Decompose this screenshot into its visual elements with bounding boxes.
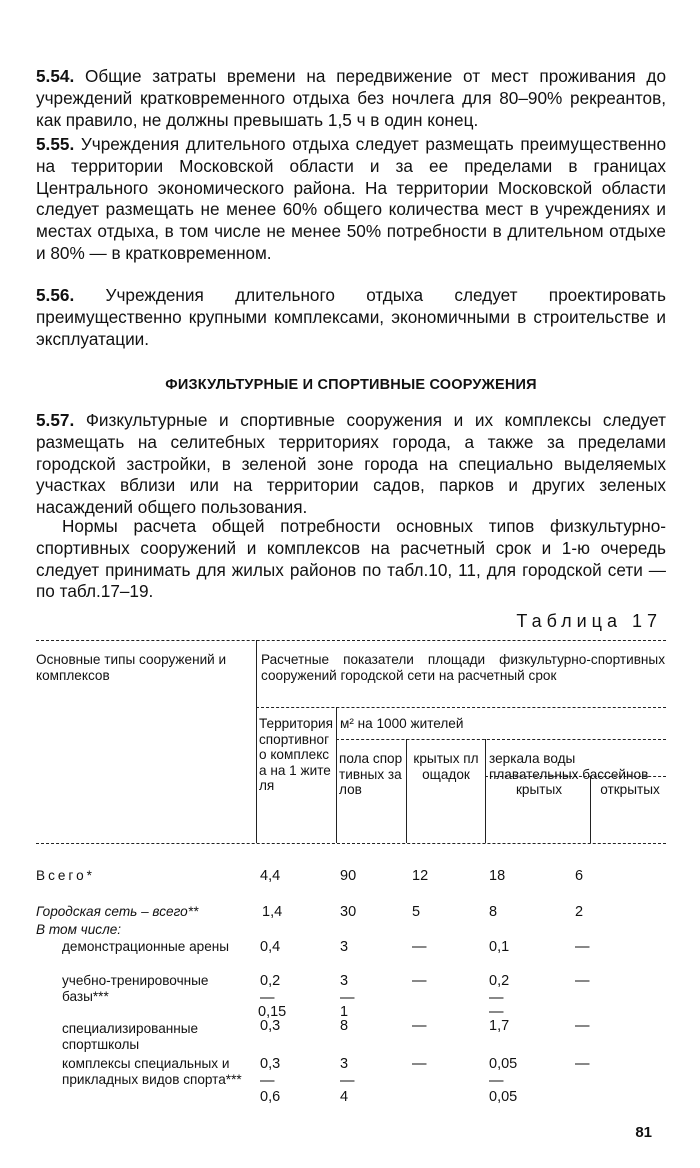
fraction-bar: —: [340, 1073, 355, 1089]
cell-floors: 1: [340, 1004, 349, 1020]
row-label: В том числе:: [36, 922, 122, 937]
header-pools-open: открытых: [600, 782, 660, 797]
cell-floors: 3: [340, 1056, 349, 1072]
cell-territory: 0,3: [260, 1018, 281, 1034]
paragraph-text: Учреждения длительного отдыха следует проектировать преимущественно крупными комплексами, экономичными в строительстве и эксплуатации.: [36, 285, 667, 349]
row-label: комплексы специальных и прикладных видов спорта***: [62, 1056, 242, 1087]
fraction-bar: —: [260, 1073, 275, 1089]
page-number: 81: [635, 1124, 652, 1141]
row-label: Городская сеть – всего**: [36, 904, 199, 919]
paragraph-text: Физкультурные и спортивные сооружения и их комплексы следует размещать на селитебных территориях города, а также за пределами городской застройки, в зеленой зоне города на специально выделяемых участках вблизи или на территории садов, парков и других зеленых насаждений общего пользования.: [36, 410, 667, 518]
paragraph-number: 5.54.: [36, 66, 75, 86]
cell-pools-open: —: [575, 973, 590, 989]
cell-pools-covered: —: [489, 1004, 504, 1020]
section-heading: ФИЗКУЛЬТУРНЫЕ И СПОРТИВНЫЕ СООРУЖЕНИЯ: [165, 377, 537, 393]
table-rule-under-m2: [336, 739, 666, 740]
table-top-rule: [36, 640, 666, 641]
cell-territory: 0,4: [260, 939, 281, 955]
cell-territory: 4,4: [260, 868, 281, 884]
row-label: специализированные спортшколы: [62, 1021, 199, 1052]
cell-floors: 4: [340, 1089, 349, 1105]
cell-pools-covered: 1,7: [489, 1018, 510, 1034]
cell-pools-covered: 0,2: [489, 973, 510, 989]
row-label: Всего*: [36, 868, 95, 883]
table-col-divider: [256, 640, 257, 843]
fraction-bar: —: [489, 990, 504, 1006]
header-group: Расчетные показатели площади физкультурно-спортивных сооружений городской сети на расчетный срок: [261, 652, 665, 683]
row-label: учебно-тренировочные базы***: [62, 973, 209, 1004]
table-col-divider: [336, 707, 337, 843]
header-pools: зеркала воды плавательных бассейнов: [489, 751, 649, 782]
paragraph-number: 5.56.: [36, 285, 75, 305]
table-rule-under-group: [256, 707, 666, 708]
cell-covered: —: [412, 973, 427, 989]
cell-territory: 0,2: [260, 973, 281, 989]
header-types: Основные типы сооружений и комплексов: [36, 652, 227, 683]
cell-pools-open: —: [575, 939, 590, 955]
header-floors: пола спортивных залов: [339, 751, 403, 797]
cell-territory: 0,6: [260, 1089, 281, 1105]
fraction-bar: —: [260, 990, 275, 1006]
header-m2: м² на 1000 жителей: [340, 716, 464, 731]
paragraph-text: Нормы расчета общей потребности основных типов физкультурно-спортивных сооружений и комплексов на расчетный срок и 1-ю очередь следует принимать для жилых районов по табл.10, 11, для городской сети — по табл.17–19.: [36, 516, 666, 602]
table-col-divider: [590, 776, 591, 843]
cell-covered: —: [412, 1018, 427, 1034]
cell-covered: 5: [412, 904, 421, 920]
cell-floors: 3: [340, 939, 349, 955]
cell-covered: 12: [412, 868, 429, 884]
cell-floors: 3: [340, 973, 349, 989]
cell-territory: 0,3: [260, 1056, 281, 1072]
cell-pools-open: 2: [575, 904, 584, 920]
cell-floors: 8: [340, 1018, 349, 1034]
fraction-bar: —: [340, 990, 355, 1006]
cell-pools-covered: 0,1: [489, 939, 510, 955]
cell-territory: 1,4: [262, 904, 283, 920]
header-covered: крытых площадок: [413, 751, 479, 782]
cell-floors: 90: [340, 868, 357, 884]
header-pools-covered: крытых: [515, 782, 563, 797]
table-header-bottom-rule: [36, 843, 666, 844]
row-label: демонстрационные арены: [62, 939, 230, 954]
cell-covered: —: [412, 1056, 427, 1072]
paragraph-text: Учреждения длительного отдыха следует размещать преимущественно на территории Московской области и за ее пределами в границах Центрального экономического района. На территории Московской области следует размещать не менее 60% общего количества мест в учреждениях и местах отдыха, в том числе не менее 50% потребности в длительном отдыхе и 80% — в кратковременном.: [36, 134, 666, 263]
table-caption: Таблица 17: [516, 611, 662, 631]
cell-pools-open: —: [575, 1056, 590, 1072]
cell-pools-open: 6: [575, 868, 584, 884]
cell-pools-covered: 0,05: [489, 1089, 518, 1105]
table-col-divider: [406, 739, 407, 843]
cell-pools-open: —: [575, 1018, 590, 1034]
cell-covered: —: [412, 939, 427, 955]
cell-pools-covered: 18: [489, 868, 506, 884]
cell-territory: 0,15: [258, 1004, 287, 1020]
cell-pools-covered: 0,05: [489, 1056, 518, 1072]
paragraph-text: Общие затраты времени на передвижение от мест проживания до учреждений кратковременного отдыха без ночлега для 80–90% рекреантов, как правило, не должны превышать 1,5 ч в один конец.: [36, 66, 666, 130]
paragraph-number: 5.57.: [36, 410, 75, 430]
fraction-bar: —: [489, 1073, 504, 1089]
header-territory: Территория спортивного комплекса на 1 жителя: [259, 716, 333, 793]
paragraph-number: 5.55.: [36, 134, 75, 154]
cell-pools-covered: 8: [489, 904, 498, 920]
cell-floors: 30: [340, 904, 357, 920]
table-col-divider: [485, 739, 486, 843]
